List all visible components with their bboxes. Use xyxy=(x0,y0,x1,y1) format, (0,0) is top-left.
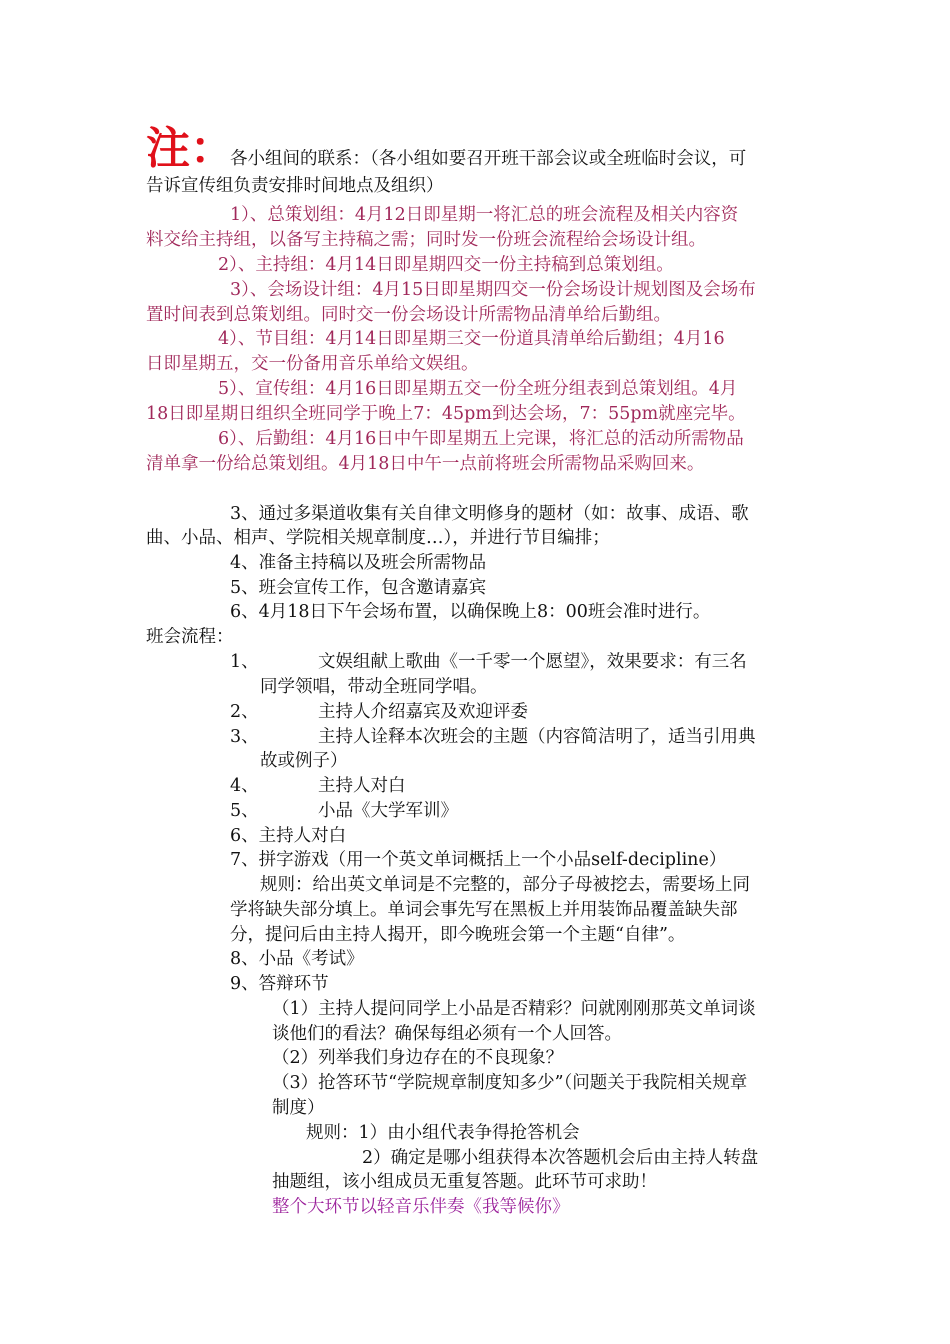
debate-q2: （2）列举我们身边存在的不良现象？ xyxy=(272,1048,564,1068)
group-1-line-1: 1）、总策划组：4月12日即星期一将汇总的班会流程及相关内容资 xyxy=(230,205,739,225)
prep-item-6: 6、4月18日下午会场布置，以确保晚上8：00班会准时进行。 xyxy=(230,602,711,622)
debate-q3-line-1: （3）抢答环节“学院规章制度知多少”（问题关于我院相关规章 xyxy=(272,1073,748,1093)
flow-item-7: 7、拼字游戏（用一个英文单词概括上一个小品self-decipline） xyxy=(230,850,727,870)
group-5-line-2: 18日即星期日组织全班同学于晚上7：45pm到达会场，7：55pm就座完毕。 xyxy=(146,404,746,424)
flow-item-text: 文娱组献上歌曲《一千零一个愿望》，效果要求：有三名 xyxy=(318,652,747,672)
background-music-note: 整个大环节以轻音乐伴奏《我等候你》 xyxy=(272,1197,570,1217)
flow-item-3-cont: 故或例子） xyxy=(260,751,348,771)
flow-item-1-cont: 同学领唱，带动全班同学唱。 xyxy=(260,677,488,697)
flow-item-1 xyxy=(230,650,747,674)
group-5-line-1: 5）、宣传组：4月16日即星期五交一份全班分组表到总策划组。4月 xyxy=(218,379,738,399)
flow-item-text: 主持人对白 xyxy=(318,776,406,796)
flow-item-2 xyxy=(230,700,528,724)
flow-item-8: 8、小品《考试》 xyxy=(230,949,364,969)
flow-item-number: 2、 xyxy=(230,702,259,722)
game-rule-line-1: 规则：给出英文单词是不完整的，部分子母被挖去，需要场上同 xyxy=(260,875,750,895)
flow-item-number: 4、 xyxy=(230,776,259,796)
prep-item-4: 4、准备主持稿以及班会所需物品 xyxy=(230,553,487,573)
flow-item-number: 5、 xyxy=(230,801,259,821)
quiz-rule-2-line-1: 2）确定是哪小组获得本次答题机会后由主持人转盘 xyxy=(362,1148,759,1168)
debate-q1-line-1: （1）主持人提问同学上小品是否精彩？问就刚刚那英文单词谈 xyxy=(272,999,756,1019)
group-3-line-1: 3）、会场设计组：4月15日即星期四交一份会场设计规划图及会场布 xyxy=(230,280,756,300)
flow-item-4 xyxy=(230,774,406,798)
flow-item-text: 小品《大学军训》 xyxy=(318,801,458,821)
flow-item-number: 3、 xyxy=(230,727,259,747)
group-4-line-1: 4）、节目组：4月14日即星期三交一份道具清单给后勤组；4月16 xyxy=(218,329,725,349)
flow-item-5 xyxy=(230,799,458,823)
note-intro-line-1: 各小组间的联系：（各小组如要召开班干部会议或全班临时会议，可 xyxy=(230,149,747,169)
note-heading: 注： xyxy=(146,123,234,174)
game-rule-line-3: 分，提问后由主持人揭开，即今晚班会第一个主题“自律”。 xyxy=(230,925,686,945)
flow-item-3 xyxy=(230,725,756,749)
flow-item-9: 9、答辩环节 xyxy=(230,974,329,994)
prep-item-3-line-1: 3、通过多渠道收集有关自律文明修身的题材（如：故事、成语、歌 xyxy=(230,504,749,524)
group-6-line-1: 6）、后勤组：4月16日中午即星期五上完课，将汇总的活动所需物品 xyxy=(218,429,744,449)
note-intro-line-2: 告诉宣传组负责安排时间地点及组织） xyxy=(146,176,444,196)
prep-item-5: 5、班会宣传工作，包含邀请嘉宾 xyxy=(230,578,487,598)
flow-item-text: 主持人介绍嘉宾及欢迎评委 xyxy=(318,702,528,722)
group-6-line-2: 清单拿一份给总策划组。4月18日中午一点前将班会所需物品采购回来。 xyxy=(146,454,705,474)
group-2-line-1: 2）、主持组：4月14日即星期四交一份主持稿到总策划组。 xyxy=(218,255,674,275)
flow-item-6: 6、主持人对白 xyxy=(230,826,347,846)
quiz-rule-2-line-2: 抽题组，该小组成员无重复答题。此环节可求助！ xyxy=(272,1172,657,1192)
debate-q1-line-2: 谈他们的看法？确保每组必须有一个人回答。 xyxy=(272,1024,622,1044)
debate-q3-line-2: 制度） xyxy=(272,1098,325,1118)
quiz-rule-1: 规则：1）由小组代表争得抢答机会 xyxy=(306,1123,580,1143)
game-rule-line-2: 学将缺失部分填上。单词会事先写在黑板上并用装饰品覆盖缺失部 xyxy=(230,900,738,920)
prep-item-3-line-2: 曲、小品、相声、学院相关规章制度…），并进行节目编排； xyxy=(146,528,610,548)
group-1-line-2: 料交给主持组，以备写主持稿之需；同时发一份班会流程给会场设计组。 xyxy=(146,230,706,250)
group-4-line-2: 日即星期五，交一份备用音乐单给文娱组。 xyxy=(146,354,479,374)
flow-item-text: 主持人诠释本次班会的主题（内容简洁明了，适当引用典 xyxy=(318,727,756,747)
group-3-line-2: 置时间表到总策划组。同时交一份会场设计所需物品清单给后勤组。 xyxy=(146,305,671,325)
flow-heading: 班会流程： xyxy=(146,627,234,647)
flow-item-number: 1、 xyxy=(230,652,259,672)
